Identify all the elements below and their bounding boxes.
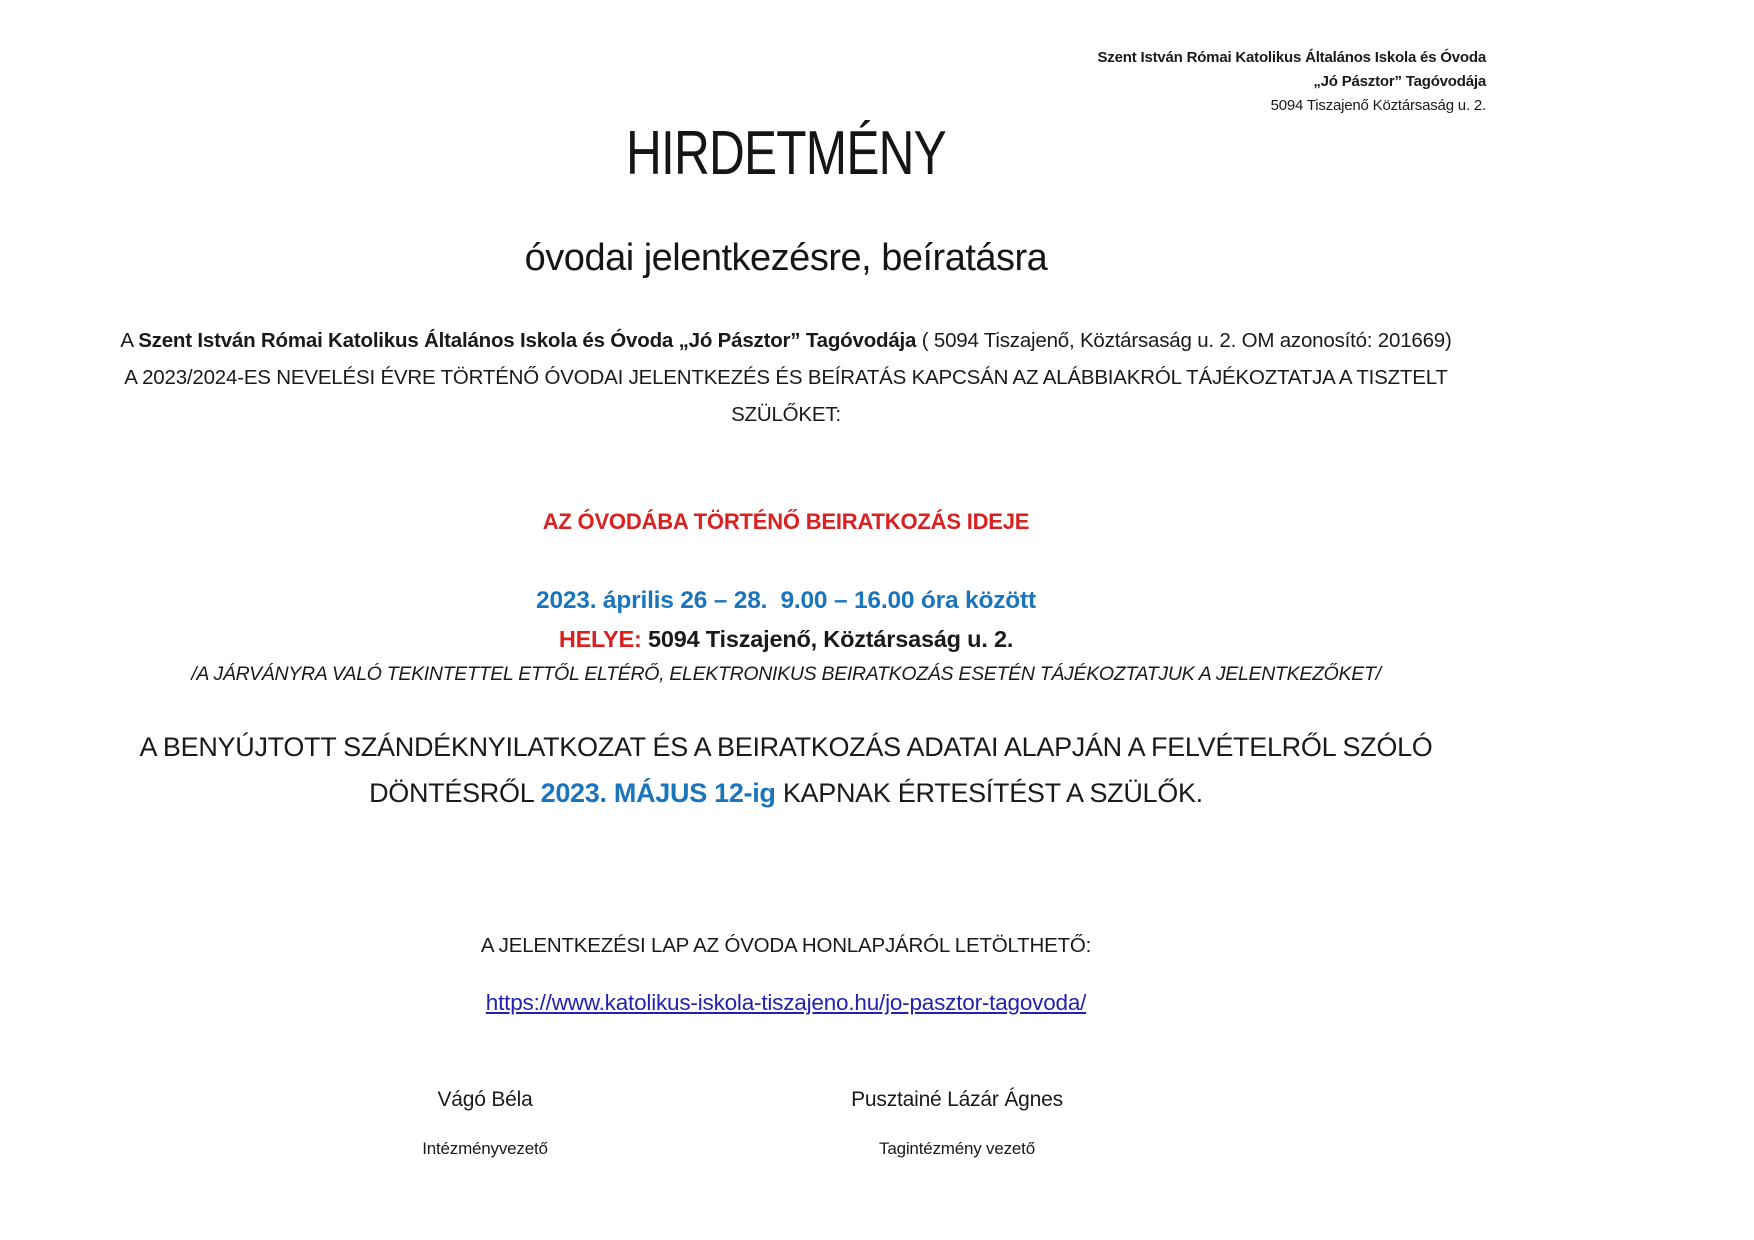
page-title: HIRDETMÉNY — [626, 119, 946, 188]
document-body — [90, 0, 1482, 1016]
download-label: A JELENTKEZÉSI LAP AZ ÓVODA HONLAPJÁRÓL LETÖLTHETŐ: — [480, 934, 1092, 957]
covid-note: /A JÁRVÁNYRA VALÓ TEKINTETTEL ETTŐL ELTÉRŐ, ELEKTRONIKUS BEIRATKOZÁS ESETÉN TÁJÉKOZTATJUK A JELENTKEZŐKET/ — [191, 663, 1381, 685]
decision-deadline: 2023. MÁJUS 12-ig — [540, 778, 776, 808]
intro-suffix: ( 5094 Tiszajenő, Köztársaság u. 2. OM azonosító: 201669) — [916, 329, 1452, 352]
page-subtitle: óvodai jelentkezésre, beíratásra — [524, 237, 1048, 279]
institution-address: 5094 Tiszajenő Köztársaság u. 2. — [1270, 97, 1486, 114]
institution-branch: „Jó Pásztor” Tagóvodája — [1313, 73, 1486, 90]
place-value: 5094 Tiszajenő, Köztársaság u. 2. — [641, 626, 1014, 652]
application-form-link[interactable]: https://www.katolikus-iskola-tiszajeno.hu/jo-pasztor-tagovoda/ — [485, 990, 1087, 1015]
decision-paragraph — [90, 724, 1482, 816]
institution-name: Szent István Római Katolikus Általános Iskola és Óvoda — [1097, 49, 1486, 66]
intro-line2: A 2023/2024-ES NEVELÉSI ÉVRE TÖRTÉNŐ ÓVODAI JELENTKEZÉS ÉS BEÍRATÁS KAPCSÁN AZ ALÁBBIAKRÓL TÁJÉKOZTATJA A TISZTELT SZÜLŐKET: — [124, 366, 1454, 426]
intro-institution: Szent István Római Katolikus Általános Iskola és Óvoda „Jó Pásztor” Tagóvodája — [138, 329, 917, 352]
enrollment-date: 2023. április 26 – 28. 9.00 – 16.00 óra között — [536, 587, 1036, 614]
decision-part1: A BENYÚJTOTT SZÁNDÉKNYILATKOZAT ÉS A BEIRATKOZÁS ADATAI ALAPJÁN A FELVÉTELRŐL SZÓLÓ DÖNTÉSRŐL — [139, 732, 1440, 808]
signature-name: Vágó Béla — [437, 1088, 533, 1111]
intro-paragraph — [90, 322, 1482, 433]
signature-role: Tagintézmény vezető — [879, 1139, 1035, 1158]
enrollment-heading: AZ ÓVODÁBA TÖRTÉNŐ BEIRATKOZÁS IDEJE — [542, 509, 1030, 534]
signature-name: Pusztainé Lázár Ágnes — [851, 1088, 1063, 1111]
signature-block — [250, 1088, 720, 1159]
place-label: HELYE: — [558, 626, 642, 652]
intro-prefix: A — [120, 329, 139, 352]
enrollment-place — [90, 626, 1482, 653]
decision-part2: KAPNAK ÉRTESÍTÉST A SZÜLŐK. — [775, 778, 1203, 808]
signature-role: Intézményvezető — [422, 1139, 548, 1158]
signature-block — [722, 1088, 1192, 1159]
